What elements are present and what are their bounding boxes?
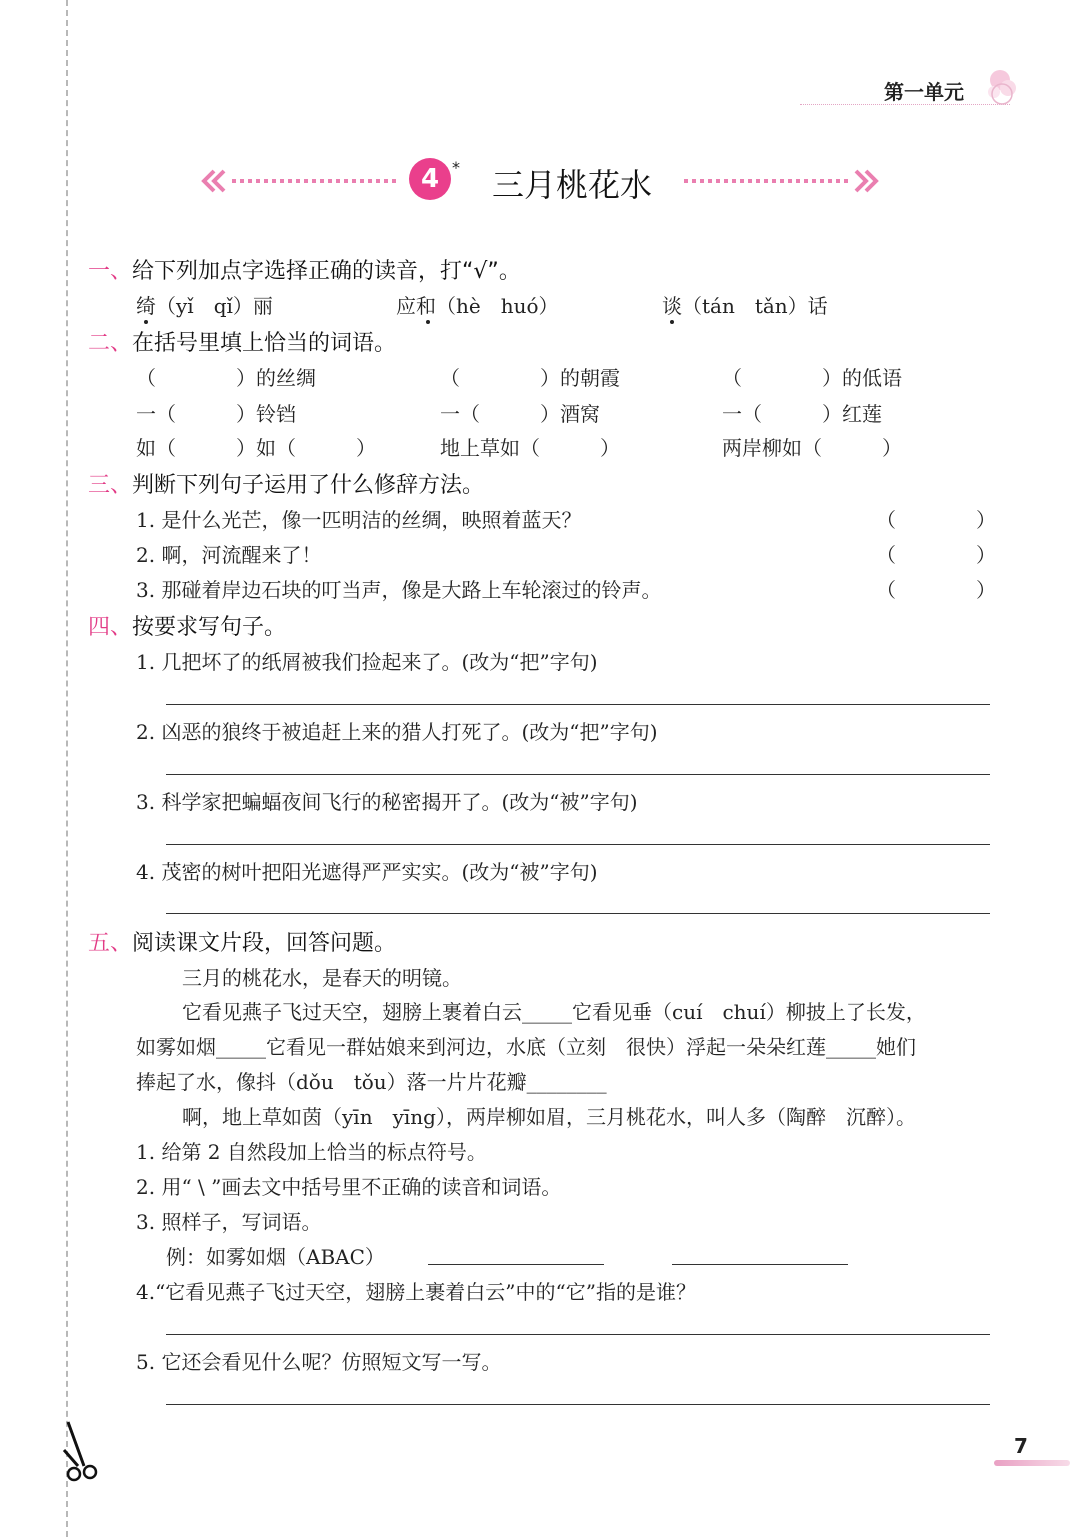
section-title: 阅读课文片段，回答问题。	[132, 931, 397, 956]
s4-item-2: 2. 凶恶的狼终于被追赶上来的猎人打死了。(改为“把”字句)	[136, 720, 658, 744]
section-number: 二、	[88, 331, 133, 356]
section-title: 在括号里填上恰当的词语。	[132, 331, 397, 356]
s3-item-2: 2. 啊，河流醒来了！	[136, 543, 322, 567]
s1-item-2: 应和（hè huó）	[396, 294, 559, 318]
emphasis-dot	[670, 320, 674, 324]
unit-label: 第一单元	[884, 80, 964, 104]
s2-blank[interactable]: 一（ ）酒窝	[440, 402, 600, 426]
emphasis-dot	[144, 320, 148, 324]
short-answer-line[interactable]	[672, 1264, 848, 1265]
section-number: 四、	[88, 615, 133, 640]
passage-line: 三月的桃花水，是春天的明镜。	[182, 966, 462, 990]
s2-blank[interactable]: （ ）的朝霞	[440, 366, 620, 390]
section-1-heading	[88, 254, 521, 285]
s5-question-1: 1. 给第 2 自然段加上恰当的标点符号。	[136, 1140, 487, 1164]
cut-line	[66, 0, 68, 1537]
lesson-title: 三月桃花水	[492, 166, 653, 204]
answer-line[interactable]	[166, 1404, 990, 1405]
s5-question-4: 4.“它看见燕子飞过天空，翅膀上裹着白云”中的“它”指的是谁？	[136, 1280, 696, 1304]
section-5-heading	[88, 926, 396, 957]
lesson-number-badge: 4	[409, 158, 451, 200]
answer-line[interactable]	[166, 704, 990, 705]
answer-line[interactable]	[166, 774, 990, 775]
short-answer-line[interactable]	[428, 1264, 604, 1265]
s5-example: 例：如雾如烟（ABAC）	[166, 1245, 385, 1269]
passage-line: 如雾如烟_____它看见一群姑娘来到河边，水底（立刻 很快）浮起一朵朵红莲_____她们	[136, 1035, 916, 1059]
s2-blank[interactable]: 一（ ）铃铛	[136, 402, 296, 426]
unit-divider	[800, 104, 1010, 107]
answer-line[interactable]	[166, 913, 990, 914]
s5-question-3: 3. 照样子，写词语。	[136, 1210, 322, 1234]
section-title: 按要求写句子。	[132, 615, 287, 640]
page-number: 7	[1014, 1434, 1028, 1458]
section-number: 五、	[88, 931, 133, 956]
scissors-icon	[62, 1420, 102, 1490]
s3-answer-paren[interactable]: （ ）	[876, 508, 996, 532]
emphasis-dot	[426, 320, 430, 324]
double-chevron-right-icon	[680, 168, 880, 194]
s2-blank[interactable]: 如（ ）如（ ）	[136, 436, 376, 460]
s2-blank[interactable]: （ ）的丝绸	[136, 366, 316, 390]
passage-line: 它看见燕子飞过天空，翅膀上裹着白云_____它看见垂（cuí chuí）柳披上了长发，	[182, 1000, 926, 1024]
s5-question-2: 2. 用“ \ ”画去文中括号里不正确的读音和词语。	[136, 1175, 562, 1199]
s3-answer-paren[interactable]: （ ）	[876, 543, 996, 567]
section-title: 判断下列句子运用了什么修辞方法。	[132, 473, 485, 498]
s4-item-1: 1. 几把坏了的纸屑被我们捡起来了。(改为“把”字句)	[136, 650, 598, 674]
lesson-star: *	[452, 158, 460, 177]
s2-blank[interactable]: 地上草如（ ）	[440, 436, 620, 460]
section-number: 三、	[88, 473, 133, 498]
s2-blank[interactable]: 两岸柳如（ ）	[722, 436, 902, 460]
s1-item-1: 绮（yǐ qǐ）丽	[136, 294, 273, 318]
s3-item-1: 1. 是什么光芒，像一匹明洁的丝绸，映照着蓝天？	[136, 508, 582, 532]
section-title: 给下列加点字选择正确的读音，打“√”。	[132, 259, 521, 284]
s5-question-5: 5. 它还会看见什么呢？仿照短文写一写。	[136, 1350, 502, 1374]
s1-item-3: 谈（tán tǎn）话	[662, 294, 828, 318]
flower-icon	[980, 66, 1020, 106]
s2-blank[interactable]: （ ）的低语	[722, 366, 902, 390]
section-4-heading	[88, 610, 286, 641]
answer-line[interactable]	[166, 844, 990, 845]
passage-line: 啊，地上草如茵（yīn yīng），两岸柳如眉，三月桃花水，叫人多（陶醉 沉醉）。	[182, 1105, 916, 1129]
section-2-heading	[88, 326, 396, 357]
passage-line: 捧起了水，像抖（dǒu tǒu）落一片片花瓣________	[136, 1070, 607, 1094]
s3-answer-paren[interactable]: （ ）	[876, 578, 996, 602]
section-number: 一、	[88, 259, 133, 284]
s4-item-3: 3. 科学家把蝙蝠夜间飞行的秘密揭开了。(改为“被”字句)	[136, 790, 638, 814]
s4-item-4: 4. 茂密的树叶把阳光遮得严严实实。(改为“被”字句)	[136, 860, 598, 884]
page-number-bar	[994, 1460, 1070, 1466]
double-chevron-left-icon	[200, 168, 400, 194]
section-3-heading	[88, 468, 484, 499]
s3-item-3: 3. 那碰着岸边石块的叮当声，像是大路上车轮滚过的铃声。	[136, 578, 662, 602]
s2-blank[interactable]: 一（ ）红莲	[722, 402, 882, 426]
answer-line[interactable]	[166, 1334, 990, 1335]
